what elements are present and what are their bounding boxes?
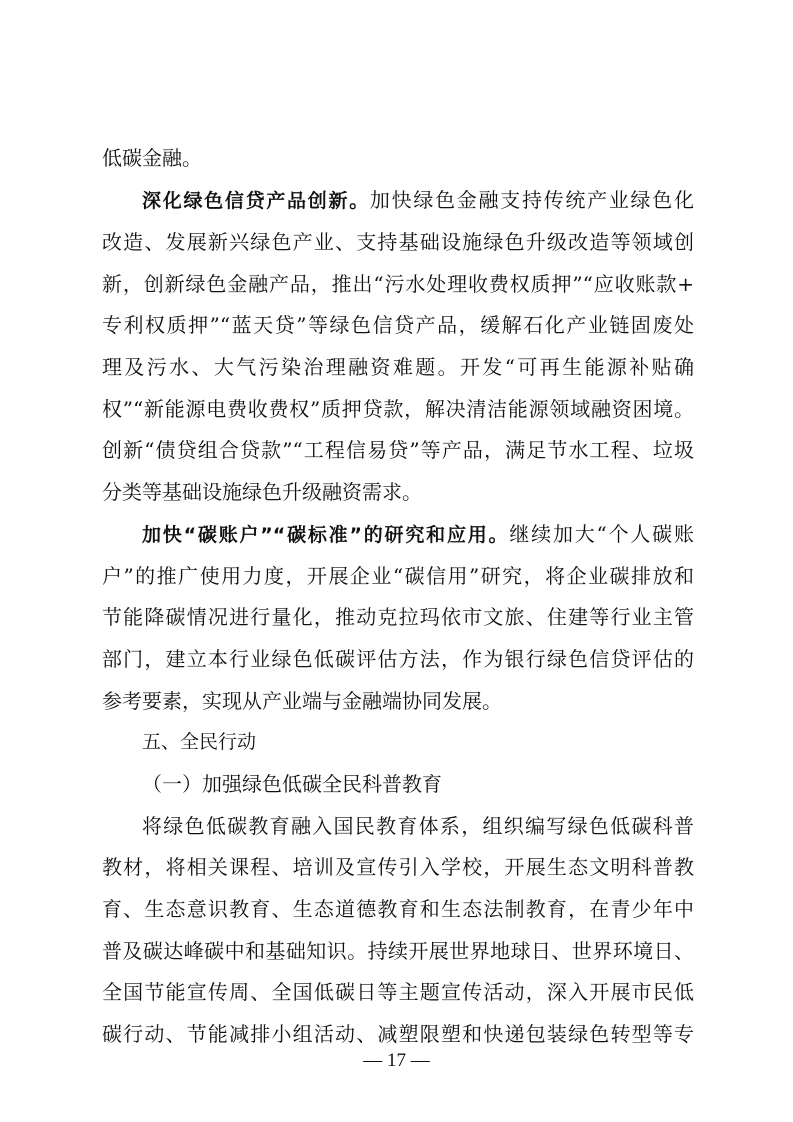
paragraph-line: 创新“债贷组合贷款”“工程信易贷”等产品，满足节水工程、垃圾 [102,438,694,462]
paragraph-line: 改造、发展新兴绿色产业、支持基础设施绿色升级改造等领域创 [102,230,694,254]
paragraph-lead-bold: 加快“碳账户”“碳标准”的研究和应用。 [142,524,510,546]
paragraph-line: 参考要素，实现从产业端与金融端协同发展。 [102,689,502,713]
page-number: — 17 — [363,1050,430,1071]
paragraph-line: 全国节能宣传周、全国低碳日等主题宣传活动，深入开展市民低 [102,980,694,1004]
section-heading: 五、全民行动 [142,731,257,753]
paragraph-line: 专利权质押”“蓝天贷”等绿色信贷产品，缓解石化产业链固废处 [102,313,694,337]
subsection-heading: （一）加强绿色低碳全民科普教育 [142,772,442,796]
paragraph-line: 低碳金融。 [102,146,202,170]
paragraph-line: 育、生态意识教育、生态道德教育和生态法制教育，在青少年中 [102,897,694,921]
paragraph-text: 继续加大“个人碳账 [509,522,694,546]
paragraph-line: 普及碳达峰碳中和基础知识。持续开展世界地球日、世界环境日、 [102,939,694,963]
paragraph-first-line [142,180,694,220]
paragraph-text: 加快绿色金融支持传统产业绿色化 [369,188,694,212]
paragraph-first-line: 将绿色低碳教育融入国民教育体系，组织编写绿色低碳科普 [142,814,694,838]
paragraph-line: 部门，建立本行业绿色低碳评估方法，作为银行绿色信贷评估的 [102,647,694,671]
paragraph-line: 分类等基础设施绿色升级融资需求。 [102,480,422,504]
paragraph-line: 户”的推广使用力度，开展企业“碳信用”研究，将企业碳排放和 [102,564,694,588]
paragraph-lead-bold: 深化绿色信贷产品创新。 [142,190,370,212]
paragraph-line: 理及污水、大气污染治理融资难题。开发“可再生能源补贴确 [102,355,694,379]
paragraph-first-line [142,514,694,554]
paragraph-line: 权”“新能源电费收费权”质押贷款，解决清洁能源领域融资困境。 [102,397,694,421]
paragraph-line: 节能降碳情况进行量化，推动克拉玛依市文旅、住建等行业主管 [102,605,694,629]
paragraph-line: 新，创新绿色金融产品，推出“污水处理收费权质押”“应收账款+ [102,272,694,296]
paragraph-line: 教材，将相关课程、培训及宣传引入学校，开展生态文明科普教 [102,855,694,879]
paragraph-line: 碳行动、节能减排小组活动、减塑限塑和快递包装绿色转型等专 [102,1022,694,1046]
